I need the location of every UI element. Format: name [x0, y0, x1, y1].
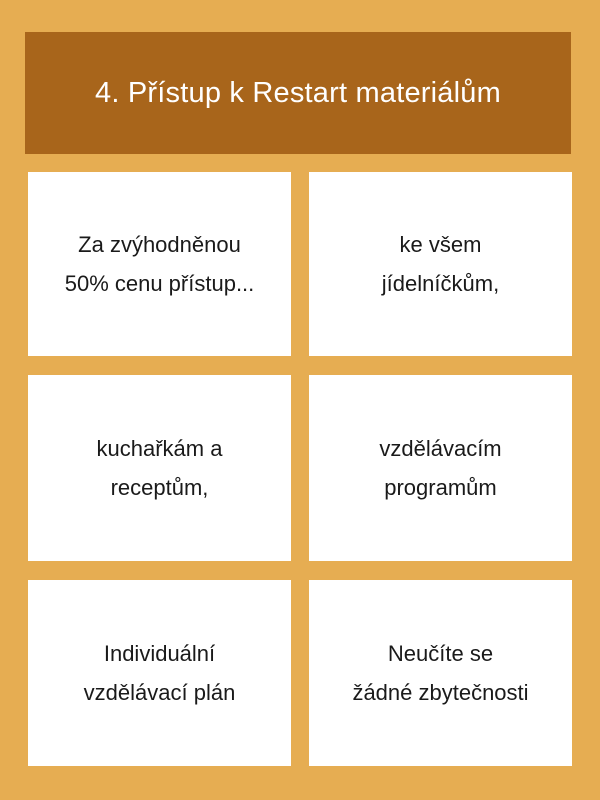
card-line: 50% cenu přístup... [64, 271, 255, 296]
info-card [28, 580, 291, 766]
card-line: programům [384, 475, 497, 500]
info-card [28, 172, 291, 356]
card-line: vzdělávacím [379, 436, 502, 461]
card-line: jídelníčkům, [381, 271, 500, 296]
card-text [352, 634, 528, 712]
card-text [97, 429, 223, 507]
card-line: vzdělávací plán [83, 680, 236, 705]
card-text [84, 634, 236, 712]
card-text [379, 429, 501, 507]
card-text [65, 225, 255, 303]
info-card [309, 172, 572, 356]
card-line: kuchařkám a [96, 436, 223, 461]
card-line: Za zvýhodněnou [78, 232, 241, 257]
card-line: Neučíte se [387, 641, 494, 666]
header-banner [25, 32, 571, 154]
info-card [309, 375, 572, 561]
info-card [309, 580, 572, 766]
card-line: Individuální [103, 641, 216, 666]
header-title: 4. Přístup k Restart materiálům [95, 76, 501, 109]
info-card [28, 375, 291, 561]
card-line: žádné zbytečnosti [352, 680, 529, 705]
card-line: receptům, [110, 475, 209, 500]
card-text [382, 225, 499, 303]
card-line: ke všem [399, 232, 482, 257]
